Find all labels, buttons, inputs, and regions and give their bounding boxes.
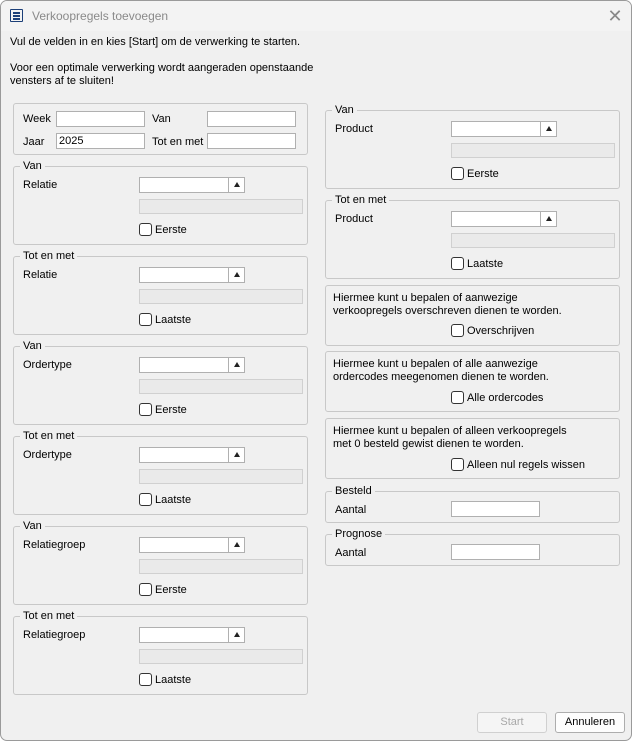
description-field <box>451 143 615 158</box>
ordertype-tot-group <box>13 430 308 515</box>
group-legend: Prognose <box>332 528 385 540</box>
relatie-van-combo[interactable] <box>139 177 245 193</box>
dropdown-arrow-icon[interactable] <box>229 627 245 643</box>
ordertype-van-group <box>13 340 308 425</box>
option-text-2: met 0 besteld gewist dienen te worden. <box>333 438 524 450</box>
product-tot-combo[interactable] <box>451 211 557 227</box>
product-van-combo[interactable] <box>451 121 557 137</box>
product-tot-group <box>325 194 620 279</box>
combo-field[interactable] <box>139 537 229 553</box>
period-tot-label: Tot en met <box>152 136 204 148</box>
cancel-button[interactable]: Annuleren <box>555 712 625 733</box>
relatie-van-group <box>13 160 308 245</box>
field-label: Relatie <box>23 179 58 191</box>
jaar-label: Jaar <box>23 136 45 148</box>
option-text-2: ordercodes meegenomen dienen te worden. <box>333 371 549 383</box>
checkbox-label: Alleen nul regels wissen <box>467 459 586 471</box>
alleen-nul-option <box>325 418 620 479</box>
description-field <box>139 469 303 484</box>
dropdown-arrow-icon[interactable] <box>541 121 557 137</box>
checkbox-label: Laatste <box>155 314 192 326</box>
week-label: Week <box>23 113 51 125</box>
checkbox-label: Laatste <box>467 258 504 270</box>
relatiegroep-van-combo[interactable] <box>139 537 245 553</box>
dropdown-arrow-icon[interactable] <box>229 447 245 463</box>
option-text-1: Hiermee kunt u bepalen of alleen verkoopregels <box>333 425 567 437</box>
option-text-1: Hiermee kunt u bepalen of aanwezige <box>333 292 518 304</box>
combo-field[interactable] <box>451 211 541 227</box>
checkbox-label: Laatste <box>155 494 192 506</box>
group-legend: Tot en met <box>20 610 77 622</box>
field-label: Ordertype <box>23 359 72 371</box>
besteld-aantal-input[interactable] <box>451 501 540 517</box>
group-legend: Van <box>20 160 45 172</box>
dropdown-arrow-icon[interactable] <box>229 537 245 553</box>
checkbox-label: Laatste <box>155 674 192 686</box>
relatie-tot-group <box>13 250 308 335</box>
field-label: Product <box>335 213 373 225</box>
field-label: Relatiegroep <box>23 629 86 641</box>
alle-ordercodes-option <box>325 351 620 412</box>
dropdown-arrow-icon[interactable] <box>229 177 245 193</box>
relatiegroep-tot-group <box>13 610 308 695</box>
checkbox-label: Eerste <box>467 168 499 180</box>
checkbox-label: Eerste <box>155 404 187 416</box>
group-legend: Besteld <box>332 485 375 497</box>
aantal-label: Aantal <box>335 547 367 559</box>
period-van-label: Van <box>152 113 171 125</box>
field-label: Relatie <box>23 269 58 281</box>
combo-field[interactable] <box>451 121 541 137</box>
description-field <box>139 289 303 304</box>
field-label: Relatiegroep <box>23 539 86 551</box>
group-legend: Tot en met <box>332 194 389 206</box>
option-text-2: verkoopregels overschreven dienen te worden. <box>333 305 562 317</box>
besteld-group <box>325 485 620 523</box>
checkbox-label: Alle ordercodes <box>467 392 544 404</box>
description-field <box>139 199 303 214</box>
relatie-tot-combo[interactable] <box>139 267 245 283</box>
period-van-input[interactable] <box>207 111 296 127</box>
close-icon[interactable]: ✕ <box>607 6 623 26</box>
checkbox-label: Eerste <box>155 224 187 236</box>
intro-line-3: vensters af te sluiten! <box>10 75 114 87</box>
relatiegroep-tot-combo[interactable] <box>139 627 245 643</box>
description-field <box>139 649 303 664</box>
period-tot-input[interactable] <box>207 133 296 149</box>
dropdown-arrow-icon[interactable] <box>229 267 245 283</box>
list-window-icon <box>10 9 23 22</box>
relatiegroep-van-group <box>13 520 308 605</box>
dropdown-arrow-icon[interactable] <box>229 357 245 373</box>
combo-field[interactable] <box>139 447 229 463</box>
group-legend: Van <box>20 520 45 532</box>
intro-line-1: Vul de velden in en kies [Start] om de verwerking te starten. <box>10 36 301 48</box>
combo-field[interactable] <box>139 357 229 373</box>
ordertype-van-combo[interactable] <box>139 357 245 373</box>
title-bar <box>1 1 631 31</box>
description-field <box>139 559 303 574</box>
product-van-group <box>325 104 620 189</box>
combo-field[interactable] <box>139 267 229 283</box>
group-legend: Tot en met <box>20 250 77 262</box>
overschrijven-option <box>325 285 620 346</box>
prognose-aantal-input[interactable] <box>451 544 540 560</box>
option-text-1: Hiermee kunt u bepalen of alle aanwezige <box>333 358 538 370</box>
period-group <box>13 103 308 155</box>
start-button[interactable]: Start <box>477 712 547 733</box>
jaar-input[interactable] <box>56 133 145 149</box>
field-label: Ordertype <box>23 449 72 461</box>
ordertype-tot-combo[interactable] <box>139 447 245 463</box>
checkbox-label: Eerste <box>155 584 187 596</box>
description-field <box>451 233 615 248</box>
combo-field[interactable] <box>139 627 229 643</box>
group-legend: Van <box>332 104 357 116</box>
aantal-label: Aantal <box>335 504 367 516</box>
checkbox-label: Overschrijven <box>467 325 535 337</box>
group-legend: Tot en met <box>20 430 77 442</box>
week-input[interactable] <box>56 111 145 127</box>
combo-field[interactable] <box>139 177 229 193</box>
group-legend: Van <box>20 340 45 352</box>
description-field <box>139 379 303 394</box>
intro-line-2: Voor een optimale verwerking wordt aangeraden openstaande <box>10 62 314 74</box>
window-title: Verkoopregels toevoegen <box>32 9 169 23</box>
prognose-group <box>325 528 620 566</box>
field-label: Product <box>335 123 373 135</box>
dropdown-arrow-icon[interactable] <box>541 211 557 227</box>
